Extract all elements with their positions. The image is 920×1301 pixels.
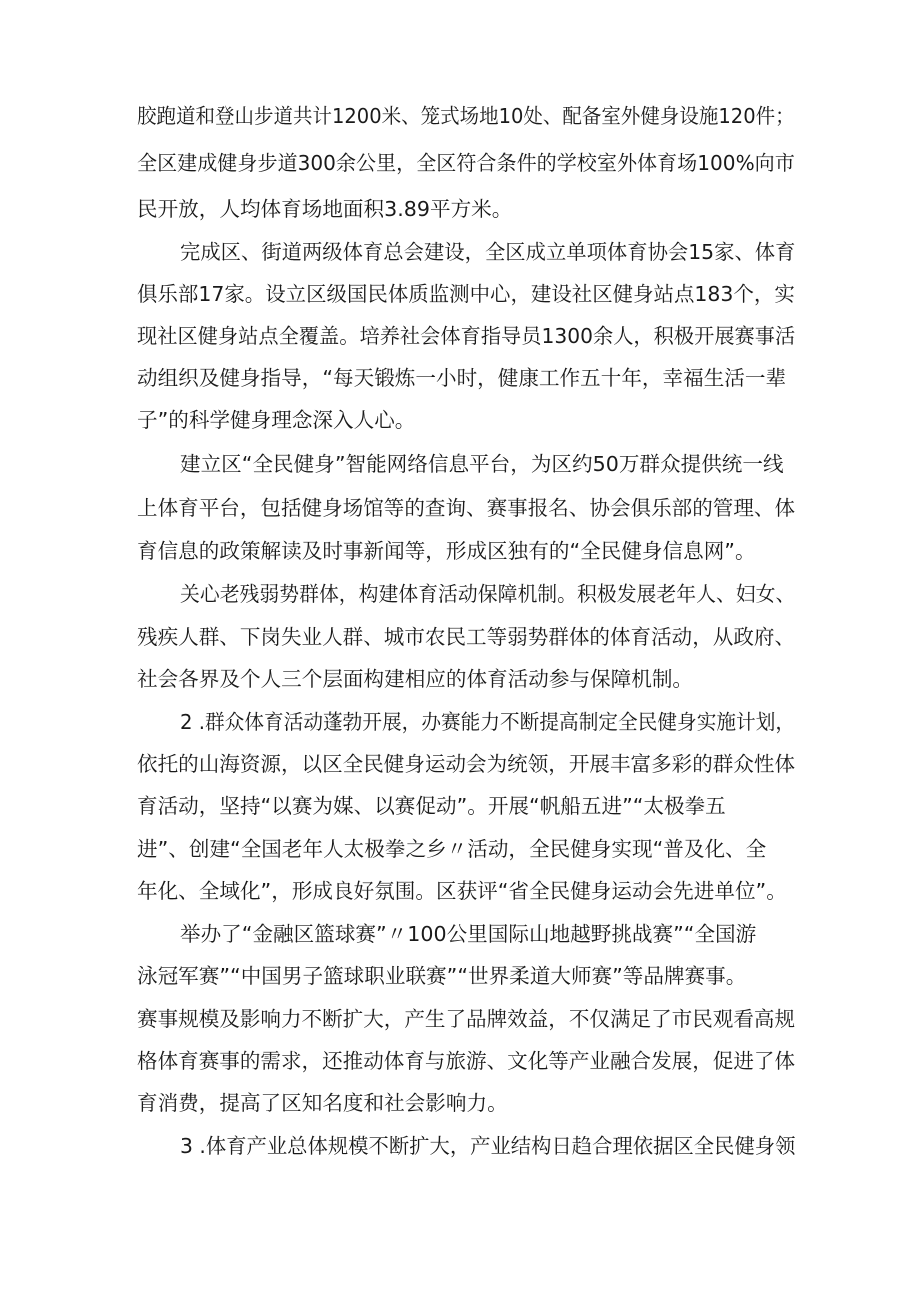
text-line: 社会各界及个人三个层面构建相应的体育活动参与保障机制。 bbox=[137, 667, 694, 691]
text-line: 动组织及健身指导，“每天锻炼一小时，健康工作五十年，幸福生活一辈 bbox=[137, 366, 787, 390]
text-line: 关心老残弱势群体，构建体育活动保障机制。积极发展老年人、妇女、 bbox=[180, 582, 796, 606]
text-line: 依托的山海资源，以区全民健身运动会为统领，开展丰富多彩的群众性体 bbox=[137, 752, 796, 776]
text-line: 全区建成健身步道300余公里，全区符合条件的学校室外体育场100%向市 bbox=[137, 151, 795, 175]
text-line: 年化、全域化”，形成良好氛围。区获评“省全民健身运动会先进单位”。 bbox=[137, 879, 787, 903]
text-line: 现社区健身站点全覆盖。培养社会体育指导员1300余人，积极开展赛事活 bbox=[137, 324, 796, 348]
text-line: 泳冠军赛”“中国男子篮球职业联赛”“世界柔道大师赛”等品牌赛事。 bbox=[137, 964, 747, 988]
text-line: 赛事规模及影响力不断扩大，产生了品牌效益，不仅满足了市民观看高规 bbox=[137, 1007, 796, 1031]
section-heading-line: 3 .体育产业总体规模不断扩大，产业结构日趋合理依据区全民健身领 bbox=[180, 1134, 796, 1158]
text-line: 俱乐部17家。设立区级国民体质监测中心，建设社区健身站点183个，实 bbox=[137, 282, 795, 306]
section-heading-line: 2 .群众体育活动蓬勃开展，办赛能力不断提高制定全民健身实施计划， bbox=[180, 710, 796, 734]
text-line: 育信息的政策解读及时事新闻等，形成区独有的“全民健身信息网”。 bbox=[137, 539, 756, 563]
text-line: 进”、创建“全国老年人太极拳之乡〃活动，全民健身实现“普及化、全 bbox=[137, 837, 767, 861]
text-line: 育消费，提高了区知名度和社会影响力。 bbox=[137, 1091, 508, 1115]
text-line: 民开放，人均体育场地面积3.89平方米。 bbox=[137, 197, 513, 221]
text-line: 举办了“金融区篮球赛”〃100公里国际山地越野挑战赛”“全国游 bbox=[180, 922, 757, 946]
text-line: 建立区“全民健身”智能网络信息平台，为区约50万群众提供统一线 bbox=[180, 452, 784, 476]
text-line: 胶跑道和登山步道共计1200米、笼式场地10处、配备室外健身设施120件； bbox=[137, 104, 795, 128]
text-line: 上体育平台，包括健身场馆等的查询、赛事报名、协会俱乐部的管理、体 bbox=[137, 496, 796, 520]
text-line: 子”的科学健身理念深入人心。 bbox=[137, 408, 416, 432]
text-line: 育活动，坚持“以赛为媒、以赛促动”。开展“帆船五进”“太极拳五 bbox=[137, 794, 726, 818]
text-line: 残疾人群、下岗失业人群、城市农民工等弱势群体的体育活动，从政府、 bbox=[137, 625, 796, 649]
text-line: 完成区、街道两级体育总会建设，全区成立单项体育协会15家、体育 bbox=[180, 240, 796, 264]
text-line: 格体育赛事的需求，还推动体育与旅游、文化等产业融合发展，促进了体 bbox=[137, 1049, 796, 1073]
